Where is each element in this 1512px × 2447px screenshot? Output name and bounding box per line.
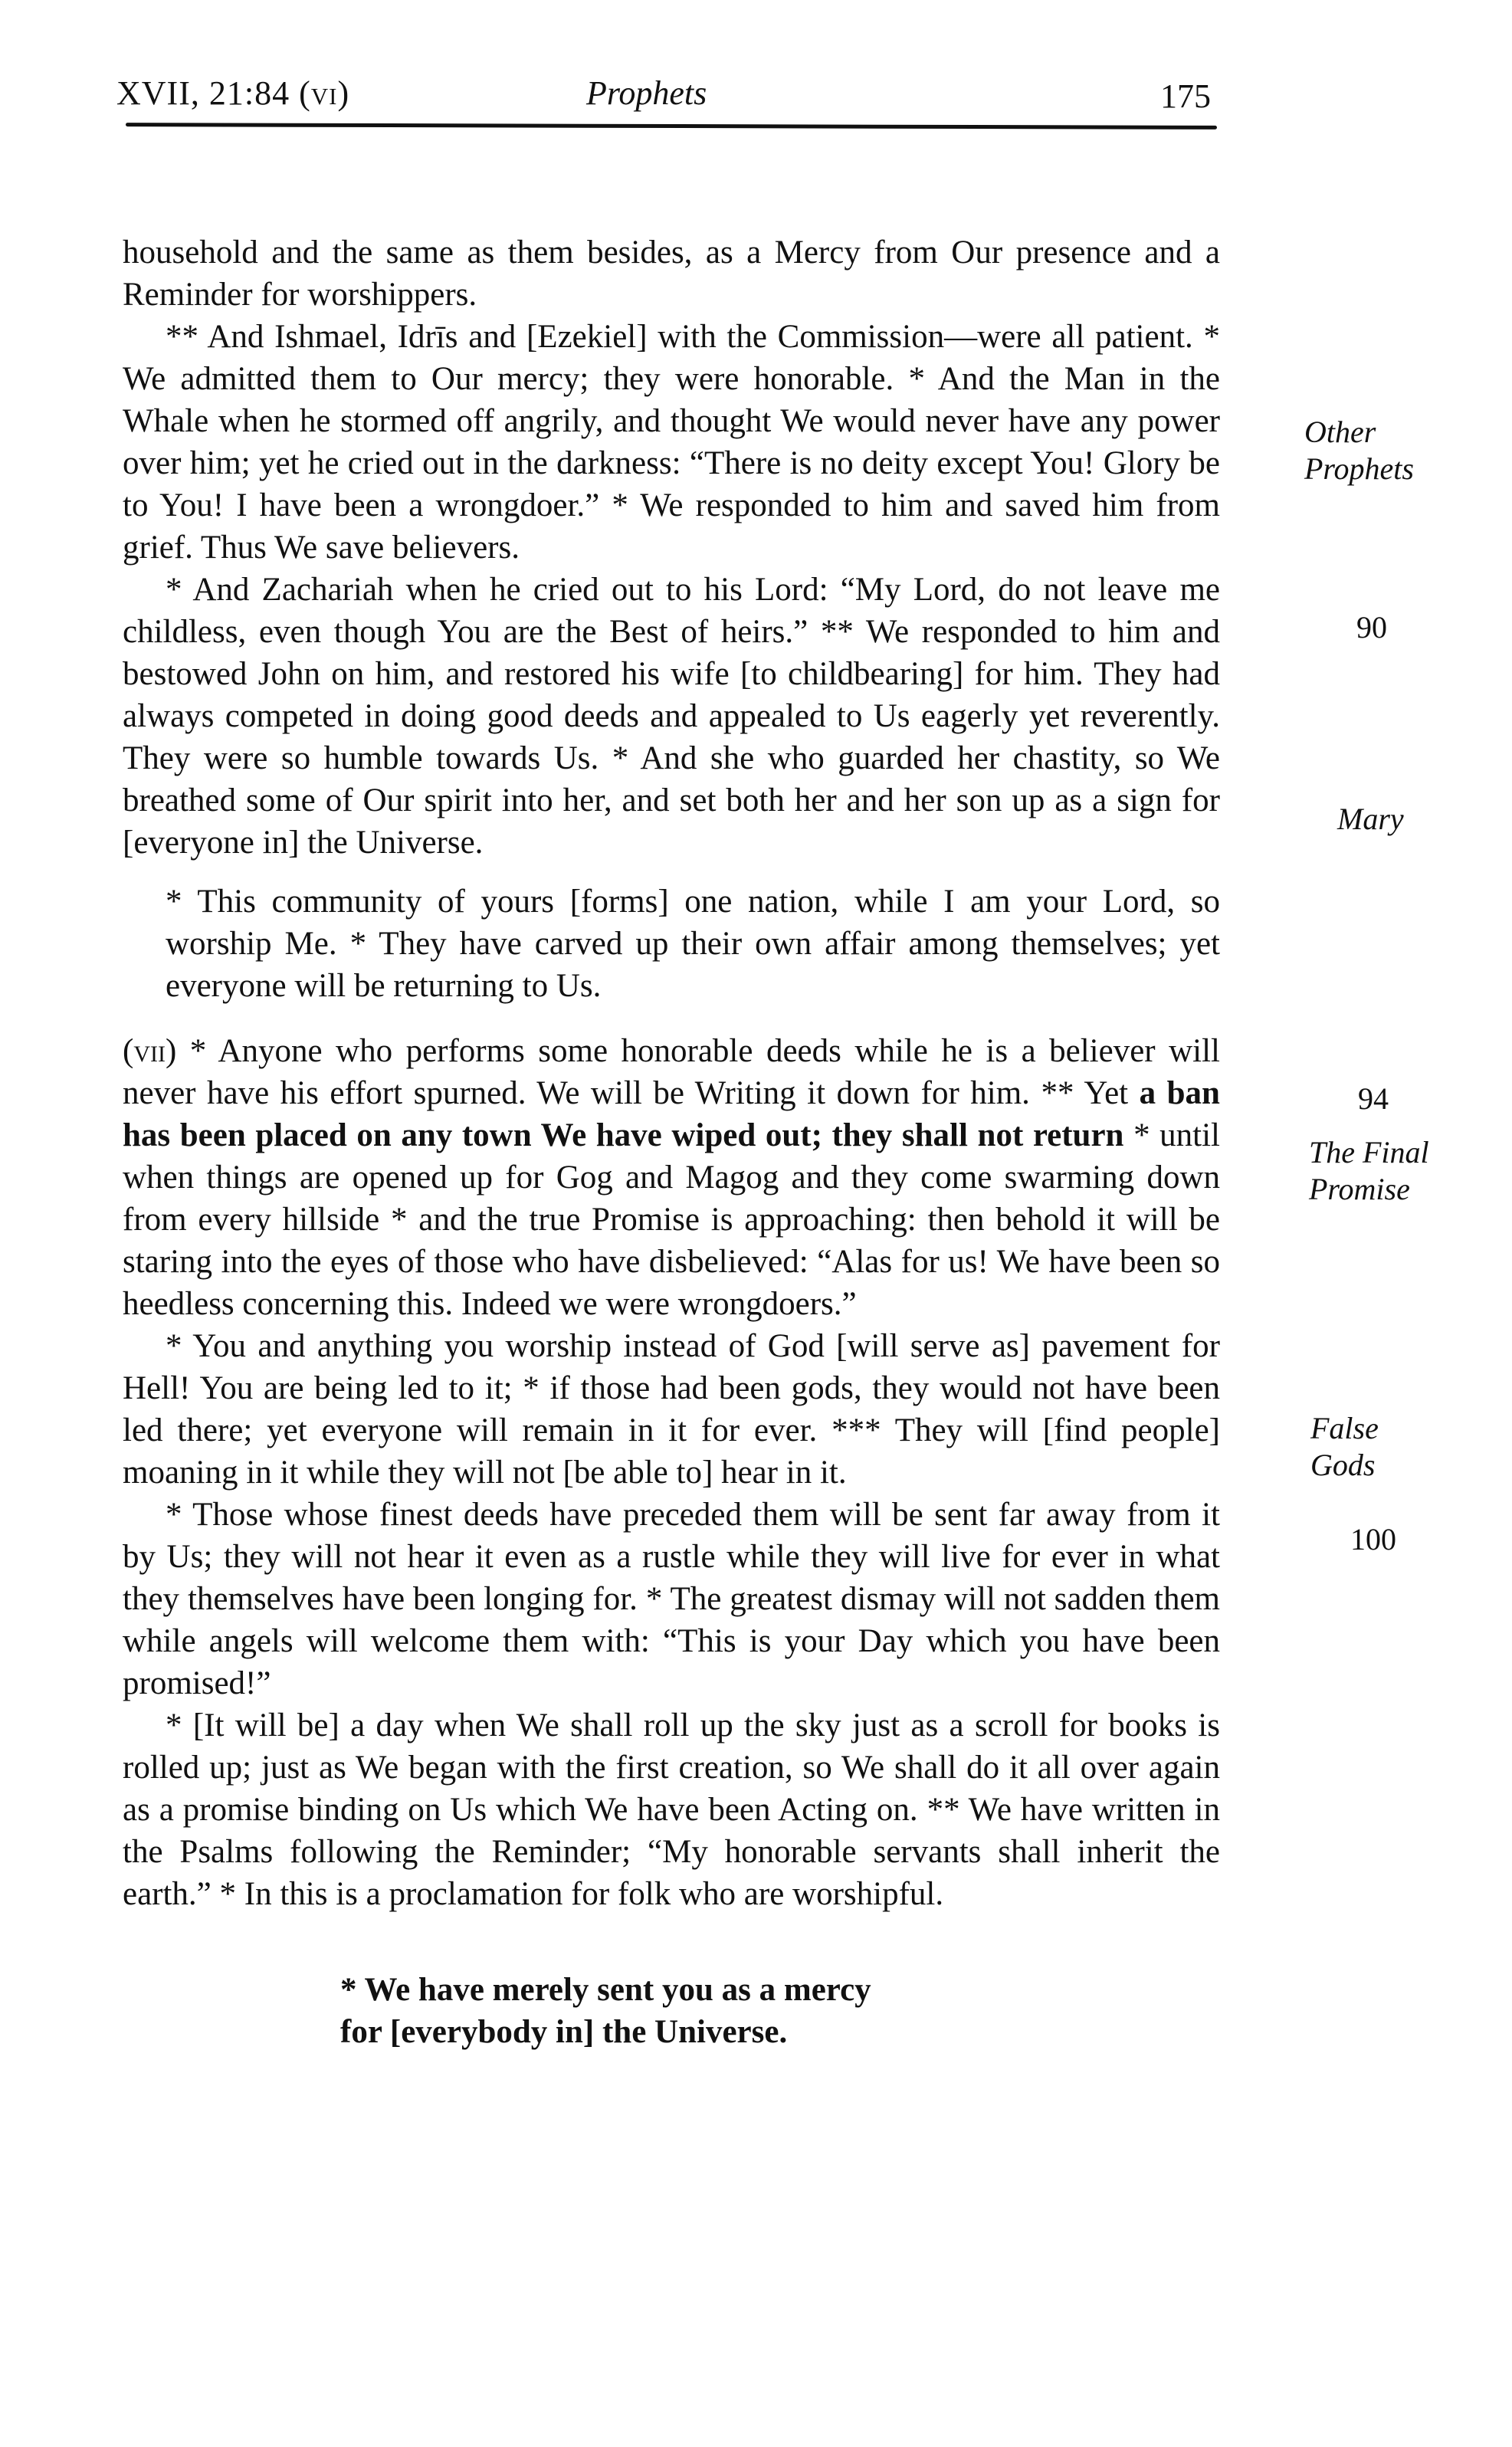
paragraph-2: ** And Ishmael, Idrīs and [Ezekiel] with the Commission—were all patient. * We admitted them to Our mercy; they were honorable. * And the Man in the Whale when he stormed off angrily, and thought We would never have any power over him; yet he cried out in the darkness: “There is no deity except You! Glory be to You! I have been a wrongdoer.” * We responded to him and saved him from grief. Thus We save believers.: [123, 319, 1220, 566]
paragraph-1: household and the same as them besides, as a Mercy from Our presence and a Reminder for worshippers.: [123, 235, 1220, 313]
margin-heading-line: Promise: [1309, 1172, 1410, 1206]
margin-heading-line: False: [1310, 1411, 1379, 1445]
paragraph-4-indented-block: * This community of yours [forms] one nation, while I am your Lord, so worship Me. * They have carved up their own affair among themselves; yet everyone will be returning to Us.: [166, 884, 1220, 1004]
paragraph-5-bold: a ban has been placed on any town We have wiped out; they shall not return: [123, 1075, 1220, 1153]
header-rule: [126, 123, 1217, 130]
margin-heading-line: Prophets: [1304, 451, 1414, 486]
verse-number-90: 90: [1356, 610, 1387, 645]
reference-text: XVII, 21:84 (: [116, 74, 311, 112]
closing-line-2: for [everybody in] the Universe.: [340, 2014, 788, 2050]
margin-heading-final-promise: [1309, 1134, 1429, 1208]
page-number: 175: [1160, 77, 1211, 115]
paragraph-5: [123, 1030, 1220, 1325]
section-close: ): [165, 1033, 177, 1069]
reference-section: vi: [310, 74, 338, 112]
paragraph-3: * And Zachariah when he cried out to his Lord: “My Lord, do not leave me childless, even though You are the Best of heirs.” ** We responded to him and bestowed John on him, and restored his wife [to childbearing] for him. They had always competed in doing good deeds and appealed to Us eagerly yet reverently. They were so humble towards Us. * And she who guarded her chastity, so We breathed some of Our spirit into her, and set both her and her son up as a sign for [everyone in] the Universe.: [123, 572, 1220, 861]
verse-number-94: 94: [1358, 1081, 1389, 1116]
paragraph-6: * You and anything you worship instead of God [will serve as] pavement for Hell! You are being led to it; * if those had been gods, they would not have been led there; yet everyone will remain in it for ever. *** They will [find people] moaning in it while they will not [be able to] hear in it.: [123, 1328, 1220, 1491]
section-open: (: [123, 1033, 134, 1069]
margin-heading-line: Other: [1304, 415, 1376, 449]
running-title: Prophets: [586, 74, 707, 112]
margin-heading-line: Gods: [1310, 1448, 1376, 1482]
running-head: [115, 74, 1218, 127]
paragraph-5-part-b: * until when things are opened up for Gog and Magog and they come swarming down from every hillside * and the true Promise is approaching: then behold it will be staring into the eyes of those who have disbelieved: “Alas for us! We have been so heedless concerning this. Indeed we were wrongdoers.”: [123, 1117, 1220, 1322]
margin-heading-other-prophets: [1304, 414, 1414, 487]
margin-heading-line: The Final: [1309, 1135, 1429, 1169]
paragraph-7: * Those whose finest deeds have preceded them will be sent far away from it by Us; they will not hear it even as a rustle while they will live for ever in what they themselves have been longing for. * The greatest dismay will not sadden them while angels will welcome them with: “This is your Day which you have been promised!”: [123, 1497, 1220, 1701]
margin-heading-false-gods: [1310, 1410, 1379, 1484]
reference-close: ): [337, 74, 350, 112]
section-marker: vii: [133, 1033, 166, 1069]
closing-line-1: * We have merely sent you as a mercy: [340, 1972, 871, 2008]
closing-verse: [340, 1969, 969, 2053]
chapter-reference: [116, 74, 349, 113]
paragraph-5-part-a: * Anyone who performs some honorable deeds while he is a believer will never have his effort spurned. We will be Writing it down for him. ** Yet: [123, 1033, 1220, 1111]
paragraph-8: * [It will be] a day when We shall roll up the sky just as a scroll for books is rolled up; just as We began with the first creation, so We shall do it all over again as a promise binding on Us which We have been Acting on. ** We have written in the Psalms following the Reminder; “My honorable servants shall inherit the earth.” * In this is a proclamation for folk who are worshipful.: [123, 1707, 1220, 1912]
body-text: [123, 231, 1220, 2053]
margin-heading-mary: Mary: [1337, 802, 1404, 836]
verse-number-100: 100: [1350, 1522, 1396, 1556]
